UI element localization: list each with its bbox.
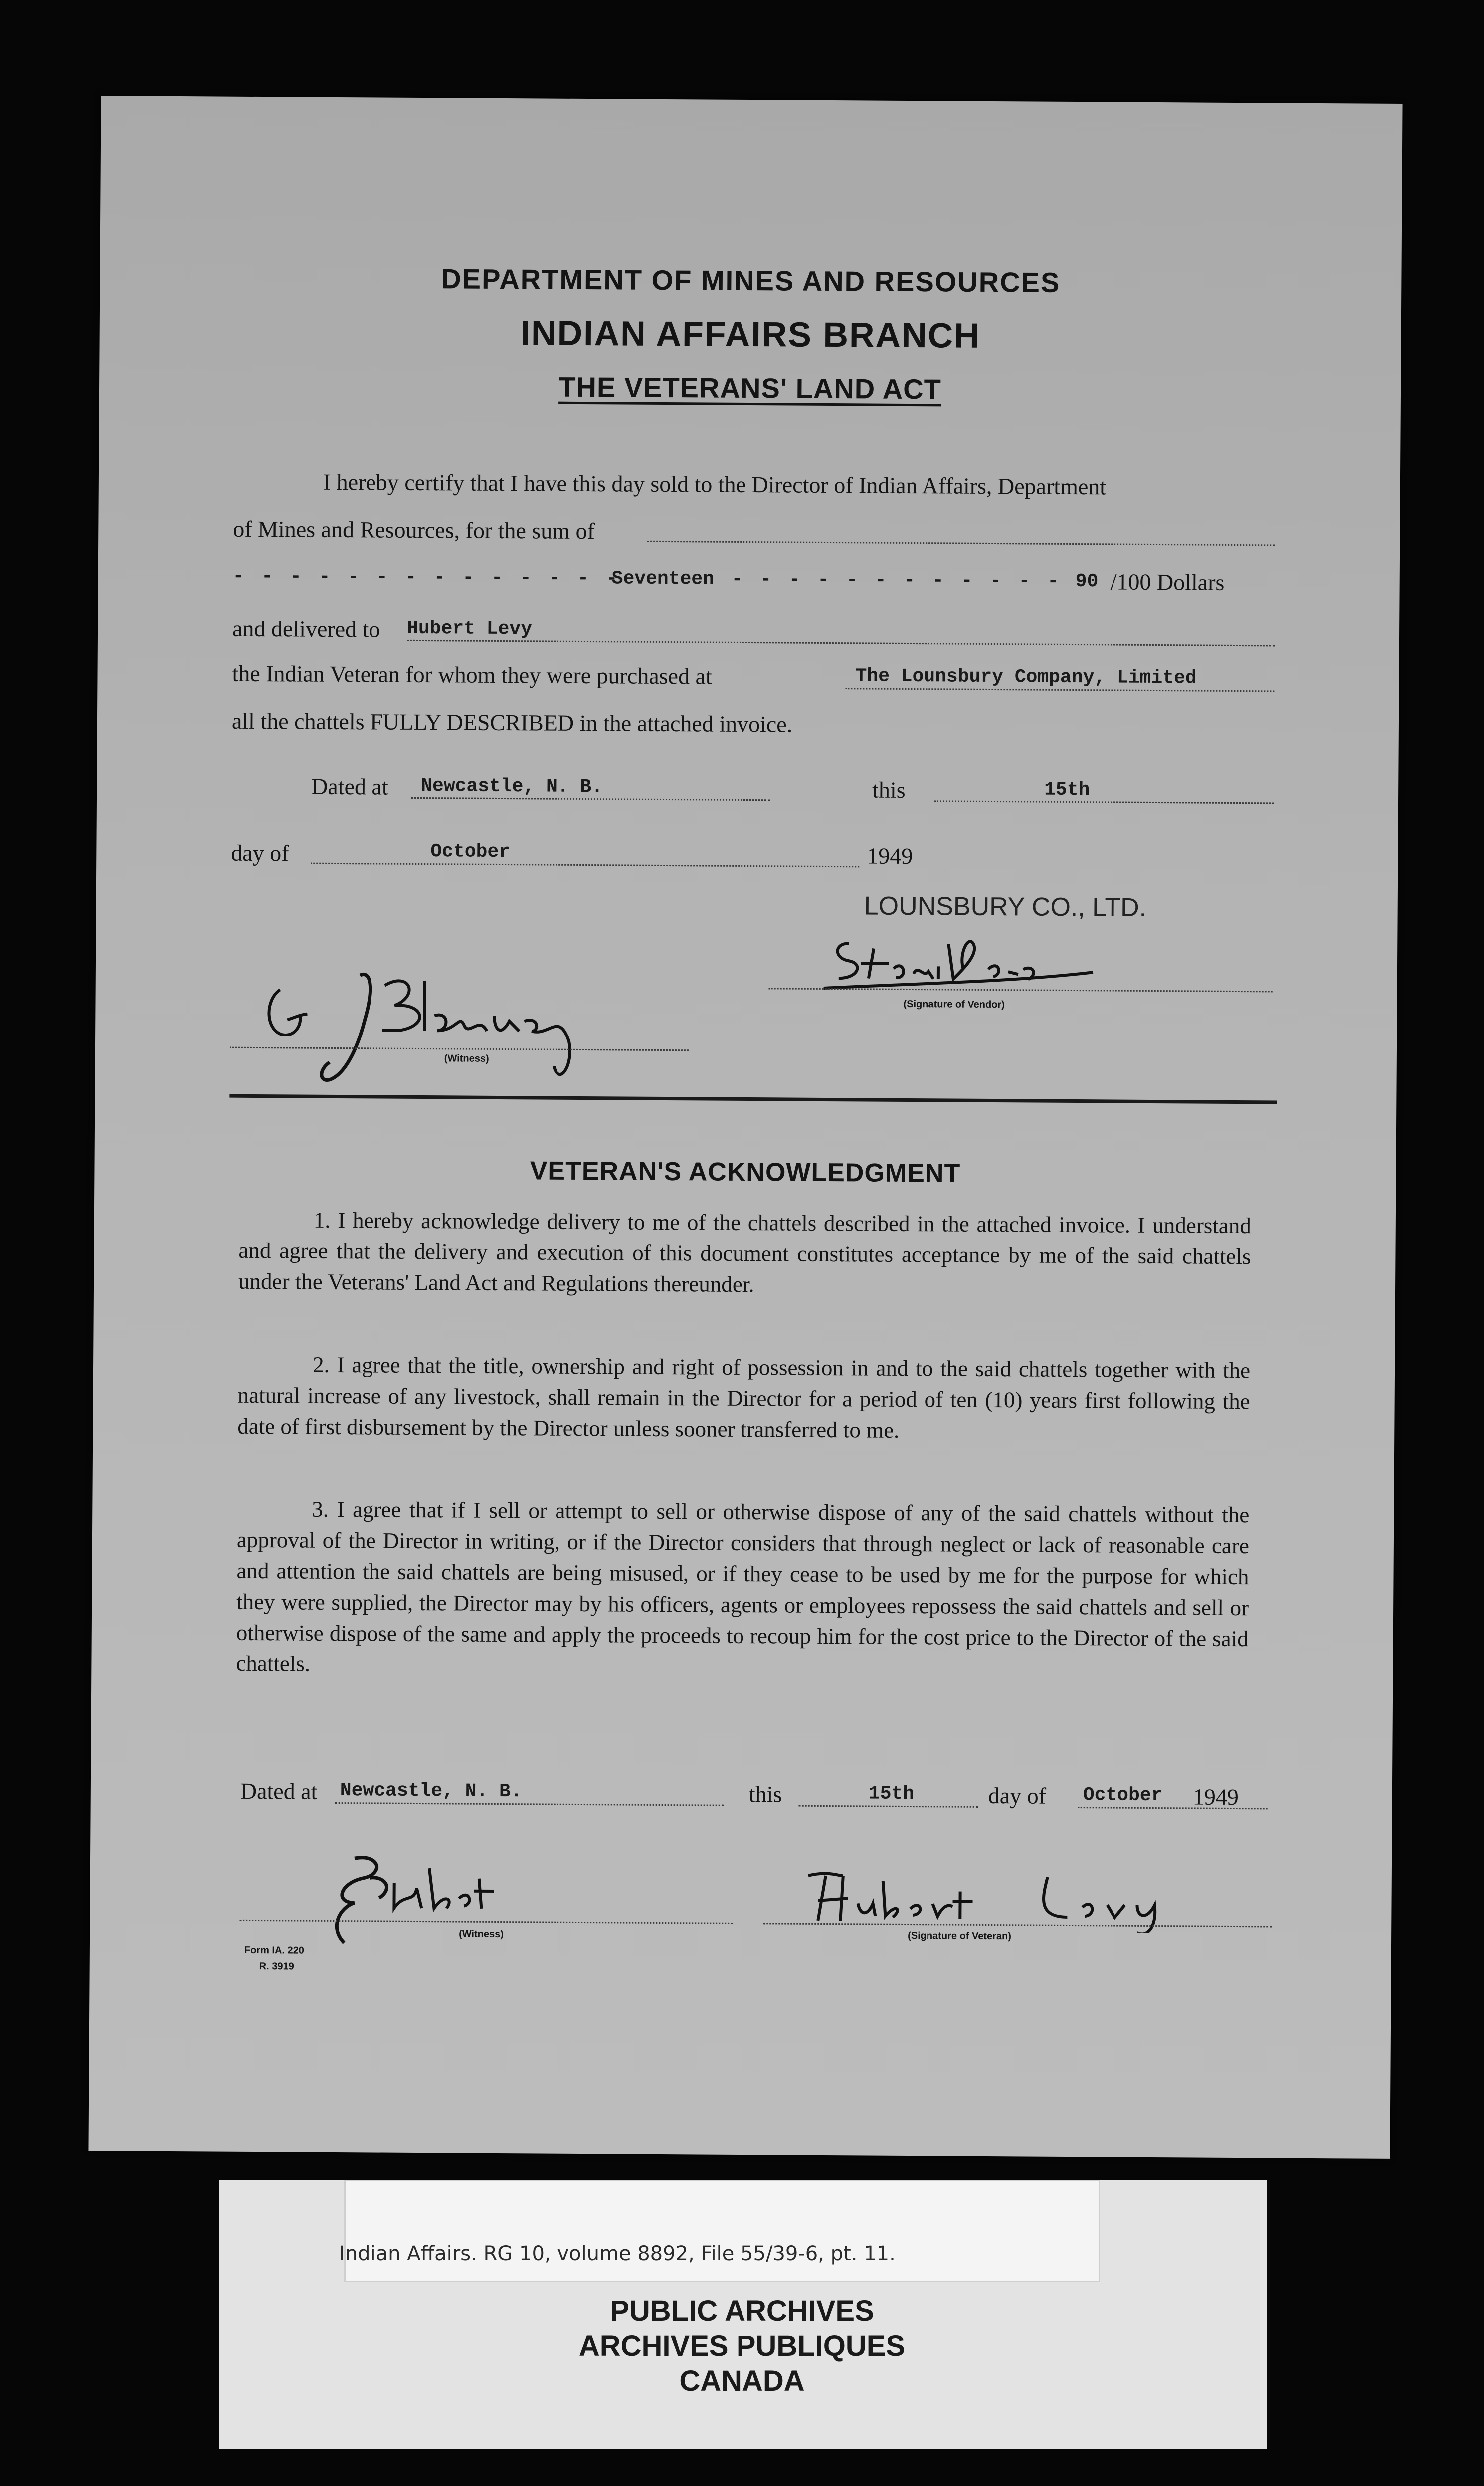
archive-name-english: PUBLIC ARCHIVES [610,2295,874,2327]
ack-dated-at-label: Dated at [240,1778,318,1804]
department-heading: DEPARTMENT OF MINES AND RESOURCES [441,263,1061,298]
witness-label-1: (Witness) [444,1053,489,1064]
form-paper [88,96,1402,2159]
amount-dash-leader: - - - - - - - - - - - - - - [232,565,621,590]
delivered-to-value: Hubert Levy [406,618,533,640]
archive-reference: Indian Affairs. RG 10, volume 8892, File 55/39-6, pt. 11. [339,2242,896,2265]
form-number: Form IA. 220 [244,1944,305,1956]
this-label: this [872,777,906,803]
chattels-line: all the chattels FULLY DESCRIBED in the attached invoice. [231,708,793,737]
dollars-label: /100 Dollars [1110,569,1225,595]
amount-dash-trailer: - - - - - - - - - - - - [731,568,1062,592]
ack-year-value: 1949 [1192,1784,1239,1810]
archive-country: CANADA [679,2365,805,2397]
certify-line-1: I hereby certify that I have this day sold to the Director of Indian Affairs, Department [323,469,1107,500]
form-reference: R. 3919 [259,1961,294,1972]
veteran-signature [788,1856,1237,1933]
month-dotted-line [311,863,859,868]
ack-month-value: October [1083,1784,1163,1807]
veteran-signature-label: (Signature of Veteran) [908,1930,1011,1942]
month-value: October [430,841,511,863]
year-value: 1949 [867,843,913,869]
vendor-company-stamp: LOUNSBURY CO., LTD. [864,891,1147,922]
vendor-company-value: The Lounsbury Company, Limited [855,665,1197,689]
ack-place-dotted-line [335,1802,724,1806]
veteran-purchase-label: the Indian Veteran for whom they were purchased at [232,660,712,689]
ack-day-value: 15th [868,1783,915,1805]
delivered-dotted-line [407,640,1275,647]
amount-cents: 90 [1075,571,1099,593]
amount-words: Seventeen [611,568,715,590]
acknowledgment-title: VETERAN'S ACKNOWLEDGMENT [530,1156,961,1188]
day-value: 15th [1044,779,1090,801]
witness-signature-1 [259,955,619,1106]
ack-day-dotted-line [799,1805,978,1808]
day-dotted-line [934,800,1274,804]
archive-reference-strip [344,2180,1100,2282]
ack-day-of-label: day of [988,1782,1047,1809]
witness-label-2: (Witness) [459,1928,504,1940]
ack-dated-place-value: Newcastle, N. B. [340,1780,522,1803]
archive-name-french: ARCHIVES PUBLIQUES [578,2330,906,2362]
ack-paragraph-2: 2. I agree that the title, ownership and right of possession in and to the said chattels together with the natural increase of any livestock, shall remain in the Director for a period of ten (10) years first following the date of first disbursement by the Director unless sooner transferred to me. [237,1352,1251,1443]
ack-this-label: this [748,1781,782,1807]
day-of-label: day of [231,840,289,866]
ack-month-dotted-line [1078,1807,1268,1809]
delivered-label: and delivered to [232,616,380,642]
dated-place-value: Newcastle, N. B. [421,775,603,798]
sum-dotted-line [647,541,1275,546]
ack-paragraph-1: 1. I hereby acknowledge delivery to me of the chattels described in the attached invoice. I understand and agree that the delivery and execution of this document constitutes acceptance by me of the said chattels under the Veterans' Land Act and Regulations thereunder. [238,1207,1251,1297]
branch-heading: INDIAN AFFAIRS BRANCH [520,313,981,355]
ack-paragraph-3: 3. I agree that if I sell or attempt to sell or otherwise dispose of any of the said chattels without the approval of the Director in writing, or if the Director considers that through neglect or lack of reasonable care and attention the said chattels are being misused, or if they cease to be used by me for the purpose for which they were supplied, the Director may by his officers, agents or employees repossess the said chattels and sell or otherwise dispose of the same and apply the proceeds to recoup him for the cost price to the Director of the said chattels. [236,1496,1250,1676]
vendor-dotted-line [845,688,1274,692]
dated-at-label: Dated at [311,773,388,800]
certify-line-2: of Mines and Resources, for the sum of [233,516,595,544]
vendor-signature-label: (Signature of Vendor) [903,998,1005,1011]
act-heading: THE VETERANS' LAND ACT [558,371,941,405]
